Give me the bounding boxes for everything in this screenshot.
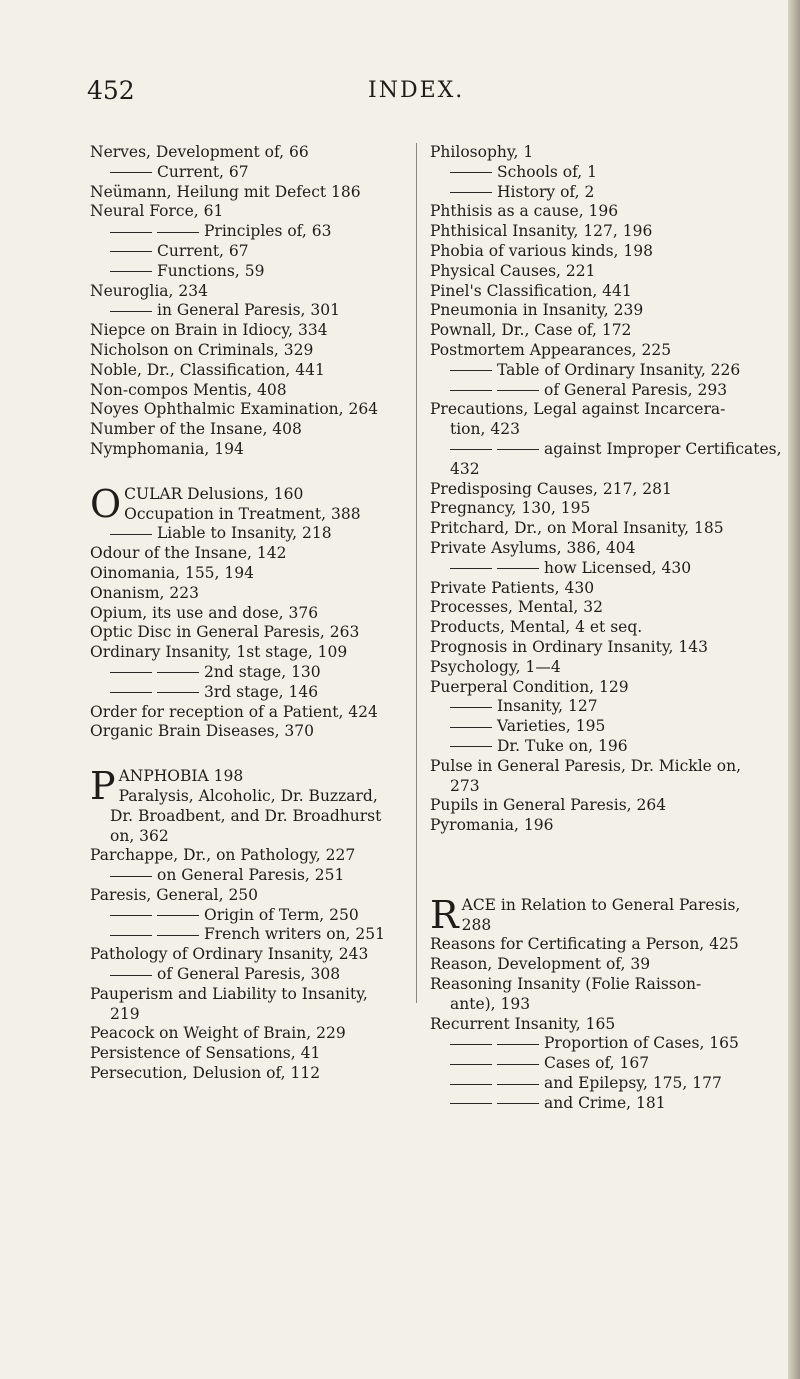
entry-text: Psychology, 1—4 bbox=[430, 657, 561, 676]
entry-text: Pownall, Dr., Case of, 172 bbox=[430, 321, 632, 340]
entry-text: Number of the Insane, 408 bbox=[90, 420, 302, 439]
index-entry bbox=[90, 524, 408, 544]
section-gap bbox=[430, 836, 780, 896]
entry-text: Neuroglia, 234 bbox=[90, 281, 208, 300]
index-entry bbox=[430, 460, 780, 480]
entry-text: Current, 67 bbox=[157, 162, 249, 181]
entry-text: CULAR Delusions, 160 bbox=[124, 484, 304, 503]
ditto-dash bbox=[110, 692, 152, 693]
entry-text: 288 bbox=[461, 915, 492, 934]
index-entry bbox=[430, 995, 780, 1015]
entry-text: on General Paresis, 251 bbox=[157, 866, 345, 885]
ditto-dash bbox=[110, 975, 152, 976]
index-entry bbox=[90, 866, 408, 886]
ditto-dash bbox=[450, 1103, 492, 1104]
entry-text: Reasons for Certificating a Person, 425 bbox=[430, 935, 739, 954]
ditto-dash bbox=[450, 192, 492, 193]
index-entry bbox=[90, 202, 408, 222]
index-entry bbox=[90, 242, 408, 262]
entry-text: ante), 193 bbox=[450, 994, 531, 1013]
entry-text: of General Paresis, 293 bbox=[544, 380, 728, 399]
index-entry bbox=[430, 777, 780, 797]
index-entry bbox=[90, 564, 408, 584]
index-entry bbox=[90, 722, 408, 742]
index-entry bbox=[90, 623, 408, 643]
entry-text: Order for reception of a Patient, 424 bbox=[90, 702, 378, 721]
ditto-dash bbox=[497, 1103, 539, 1104]
entry-text: Neümann, Heilung mit Defect 186 bbox=[90, 182, 361, 201]
index-entry bbox=[430, 440, 780, 460]
entry-text: Ordinary Insanity, 1st stage, 109 bbox=[90, 643, 348, 662]
entry-text: Paresis, General, 250 bbox=[90, 885, 259, 904]
entry-text: Pulse in General Paresis, Dr. Mickle on, bbox=[430, 756, 741, 775]
index-entry bbox=[430, 420, 780, 440]
index-entry bbox=[430, 282, 780, 302]
index-entry bbox=[430, 1094, 780, 1114]
index-entry bbox=[90, 683, 408, 703]
index-entry bbox=[430, 222, 780, 242]
index-entry bbox=[430, 658, 780, 678]
ditto-dash bbox=[450, 1064, 492, 1065]
entry-text: on, 362 bbox=[110, 826, 169, 845]
ditto-dash bbox=[450, 746, 492, 747]
entry-text: Phobia of various kinds, 198 bbox=[430, 241, 653, 260]
entry-text: Paralysis, Alcoholic, Dr. Buzzard, bbox=[118, 786, 378, 805]
index-entry bbox=[430, 183, 780, 203]
entry-text: tion, 423 bbox=[450, 420, 520, 439]
ditto-dash bbox=[157, 935, 199, 936]
entry-text: Puerperal Condition, 129 bbox=[430, 677, 629, 696]
entry-text: Noyes Ophthalmic Examination, 264 bbox=[90, 400, 379, 419]
index-entry bbox=[90, 1044, 408, 1064]
entry-text: Oinomania, 155, 194 bbox=[90, 563, 254, 582]
page-number: 452 bbox=[87, 76, 135, 105]
index-entry bbox=[90, 827, 408, 847]
entry-text: Functions, 59 bbox=[157, 261, 265, 280]
entry-text: Private Patients, 430 bbox=[430, 578, 595, 597]
entry-text: Origin of Term, 250 bbox=[204, 905, 359, 924]
ditto-dash bbox=[110, 876, 152, 877]
entry-text: Current, 67 bbox=[157, 241, 249, 260]
index-entry bbox=[430, 499, 780, 519]
index-column-right bbox=[430, 143, 780, 1114]
entry-text: Nicholson on Criminals, 329 bbox=[90, 340, 314, 359]
entry-text: Organic Brain Diseases, 370 bbox=[90, 722, 315, 741]
ditto-dash bbox=[497, 390, 539, 391]
entry-text: Pathology of Ordinary Insanity, 243 bbox=[90, 945, 369, 964]
index-entry bbox=[430, 678, 780, 698]
index-entry bbox=[430, 400, 780, 420]
entry-text: History of, 2 bbox=[497, 182, 595, 201]
entry-text: French writers on, 251 bbox=[204, 925, 385, 944]
ditto-dash bbox=[450, 707, 492, 708]
entry-text: 2nd stage, 130 bbox=[204, 662, 321, 681]
index-entry bbox=[430, 539, 780, 559]
entry-text: Varieties, 195 bbox=[497, 717, 606, 736]
drop-cap-letter: O bbox=[90, 481, 122, 526]
index-entry bbox=[90, 282, 408, 302]
ditto-dash bbox=[450, 390, 492, 391]
entry-text: Prognosis in Ordinary Insanity, 143 bbox=[430, 637, 708, 656]
index-entry bbox=[430, 757, 780, 777]
index-entry bbox=[90, 1064, 408, 1084]
index-column-left bbox=[90, 143, 408, 1084]
index-entry bbox=[90, 703, 408, 723]
ditto-dash bbox=[497, 1084, 539, 1085]
page-header bbox=[0, 76, 800, 116]
page-edge bbox=[788, 0, 800, 1379]
entry-text: Products, Mental, 4 et seq. bbox=[430, 618, 643, 637]
entry-text: and Crime, 181 bbox=[544, 1093, 666, 1112]
entry-text: Pinel's Classification, 441 bbox=[430, 281, 632, 300]
entry-text: Pyromania, 196 bbox=[430, 816, 554, 835]
entry-text: 3rd stage, 146 bbox=[204, 682, 319, 701]
index-entry bbox=[90, 846, 408, 866]
entry-text: Pneumonia in Insanity, 239 bbox=[430, 301, 644, 320]
entry-text: ACE in Relation to General Paresis, bbox=[461, 895, 741, 914]
index-entry bbox=[430, 737, 780, 757]
entry-text: Pupils in General Paresis, 264 bbox=[430, 796, 667, 815]
index-entry bbox=[90, 143, 408, 163]
entry-text: Reasoning Insanity (Folie Raisson- bbox=[430, 975, 702, 994]
index-entry bbox=[90, 505, 408, 525]
entry-text: Opium, its use and dose, 376 bbox=[90, 603, 319, 622]
ditto-dash bbox=[450, 727, 492, 728]
index-entry bbox=[430, 341, 780, 361]
ditto-dash bbox=[497, 1064, 539, 1065]
running-head: INDEX. bbox=[368, 78, 465, 103]
index-entry bbox=[430, 262, 780, 282]
column-divider bbox=[416, 143, 417, 1003]
entry-text: Odour of the Insane, 142 bbox=[90, 544, 287, 563]
entry-text: Philosophy, 1 bbox=[430, 143, 534, 161]
index-entry bbox=[430, 301, 780, 321]
entry-text: Optic Disc in General Paresis, 263 bbox=[90, 623, 360, 642]
index-entry bbox=[430, 1074, 780, 1094]
index-entry bbox=[430, 935, 780, 955]
ditto-dash bbox=[497, 1044, 539, 1045]
ditto-dash bbox=[110, 935, 152, 936]
entry-text: Noble, Dr., Classification, 441 bbox=[90, 360, 325, 379]
index-entry bbox=[430, 717, 780, 737]
entry-text: Non-compos Mentis, 408 bbox=[90, 380, 287, 399]
index-entry bbox=[430, 361, 780, 381]
index-entry bbox=[90, 301, 408, 321]
index-entry bbox=[90, 965, 408, 985]
entry-text: Persecution, Delusion of, 112 bbox=[90, 1064, 321, 1083]
ditto-dash bbox=[110, 915, 152, 916]
index-entry bbox=[430, 579, 780, 599]
ditto-dash bbox=[110, 672, 152, 673]
index-entry bbox=[430, 975, 780, 995]
ditto-dash bbox=[450, 1044, 492, 1045]
entry-text: how Licensed, 430 bbox=[544, 558, 692, 577]
index-entry bbox=[90, 183, 408, 203]
entry-text: 432 bbox=[450, 459, 480, 478]
entry-text: of General Paresis, 308 bbox=[157, 965, 341, 984]
index-entry bbox=[90, 584, 408, 604]
index-entry bbox=[90, 361, 408, 381]
index-entry bbox=[90, 663, 408, 683]
section-gap bbox=[90, 460, 408, 485]
index-entry bbox=[90, 163, 408, 183]
entry-text: Recurrent Insanity, 165 bbox=[430, 1014, 616, 1033]
ditto-dash bbox=[110, 271, 152, 272]
ditto-dash bbox=[110, 232, 152, 233]
entry-text: Private Asylums, 386, 404 bbox=[430, 538, 636, 557]
ditto-dash bbox=[497, 568, 539, 569]
index-entry bbox=[90, 807, 408, 827]
entry-text: ANPHOBIA 198 bbox=[118, 767, 244, 786]
entry-text: Liable to Insanity, 218 bbox=[157, 524, 332, 543]
entry-text: Niepce on Brain in Idiocy, 334 bbox=[90, 321, 328, 340]
index-entry bbox=[90, 400, 408, 420]
index-entry bbox=[90, 1024, 408, 1044]
ditto-dash bbox=[450, 370, 492, 371]
entry-text: 273 bbox=[450, 776, 480, 795]
entry-text: Reason, Development of, 39 bbox=[430, 955, 651, 974]
ditto-dash bbox=[110, 251, 152, 252]
index-entry bbox=[430, 143, 780, 163]
entry-text: Dr. Broadbent, and Dr. Broadhurst bbox=[110, 806, 382, 825]
index-entry bbox=[90, 440, 408, 460]
index-entry bbox=[430, 321, 780, 341]
index-entry bbox=[430, 1034, 780, 1054]
ditto-dash bbox=[110, 311, 152, 312]
index-entry bbox=[430, 618, 780, 638]
index-entry bbox=[430, 480, 780, 500]
index-entry bbox=[90, 1005, 408, 1025]
entry-text: Neural Force, 61 bbox=[90, 202, 224, 221]
entry-text: Pregnancy, 130, 195 bbox=[430, 499, 591, 518]
index-entry bbox=[90, 906, 408, 926]
entry-text: Nymphomania, 194 bbox=[90, 439, 244, 458]
ditto-dash bbox=[110, 172, 152, 173]
entry-text: Postmortem Appearances, 225 bbox=[430, 340, 672, 359]
ditto-dash bbox=[450, 1084, 492, 1085]
index-entry bbox=[90, 341, 408, 361]
entry-text: Processes, Mental, 32 bbox=[430, 598, 603, 617]
index-entry bbox=[90, 420, 408, 440]
entry-text: Physical Causes, 221 bbox=[430, 261, 596, 280]
ditto-dash bbox=[450, 568, 492, 569]
entry-text: Predisposing Causes, 217, 281 bbox=[430, 479, 672, 498]
entry-text: in General Paresis, 301 bbox=[157, 301, 340, 320]
entry-text: and Epilepsy, 175, 177 bbox=[544, 1074, 722, 1093]
entry-text: Principles of, 63 bbox=[204, 222, 332, 241]
entry-text: Occupation in Treatment, 388 bbox=[124, 504, 361, 523]
index-entry bbox=[430, 697, 780, 717]
section-gap bbox=[90, 742, 408, 767]
ditto-dash bbox=[157, 672, 199, 673]
entry-text: Schools of, 1 bbox=[497, 162, 598, 181]
entry-text: against Improper Certificates, bbox=[544, 439, 782, 458]
ditto-dash bbox=[450, 449, 492, 450]
index-entry bbox=[430, 559, 780, 579]
entry-text: Insanity, 127 bbox=[497, 697, 598, 716]
index-entry bbox=[430, 519, 780, 539]
index-entry bbox=[430, 1015, 780, 1035]
entry-text: Pauperism and Liability to Insanity, bbox=[90, 984, 368, 1003]
ditto-dash bbox=[157, 232, 199, 233]
ditto-dash bbox=[157, 692, 199, 693]
index-entry bbox=[90, 985, 408, 1005]
index-entry bbox=[90, 643, 408, 663]
index-entry bbox=[430, 163, 780, 183]
drop-cap-letter: R bbox=[430, 892, 459, 937]
entry-text: 219 bbox=[110, 1004, 140, 1023]
index-entry bbox=[90, 604, 408, 624]
ditto-dash bbox=[157, 915, 199, 916]
entry-text: Pritchard, Dr., on Moral Insanity, 185 bbox=[430, 519, 724, 538]
index-entry bbox=[430, 202, 780, 222]
drop-cap-letter: P bbox=[90, 764, 116, 809]
index-entry bbox=[430, 816, 780, 836]
entry-text: Table of Ordinary Insanity, 226 bbox=[497, 360, 741, 379]
index-entry bbox=[90, 544, 408, 564]
index-entry bbox=[430, 381, 780, 401]
index-entry bbox=[430, 598, 780, 618]
index-entry bbox=[430, 955, 780, 975]
index-entry bbox=[430, 242, 780, 262]
index-entry bbox=[90, 945, 408, 965]
ditto-dash bbox=[110, 534, 152, 535]
index-entry bbox=[90, 222, 408, 242]
index-entry bbox=[90, 381, 408, 401]
entry-text: Nerves, Development of, 66 bbox=[90, 143, 309, 161]
index-entry bbox=[430, 1054, 780, 1074]
index-entry bbox=[430, 638, 780, 658]
entry-text: Phthisical Insanity, 127, 196 bbox=[430, 222, 653, 241]
index-entry bbox=[90, 886, 408, 906]
entry-text: Proportion of Cases, 165 bbox=[544, 1034, 739, 1053]
entry-text: Precautions, Legal against Incarcera- bbox=[430, 400, 726, 419]
entry-text: Persistence of Sensations, 41 bbox=[90, 1044, 321, 1063]
index-entry bbox=[90, 262, 408, 282]
entry-text: Cases of, 167 bbox=[544, 1054, 650, 1073]
entry-text: Dr. Tuke on, 196 bbox=[497, 736, 628, 755]
index-entry bbox=[90, 787, 408, 807]
entry-text: Onanism, 223 bbox=[90, 583, 199, 602]
entry-text: Peacock on Weight of Brain, 229 bbox=[90, 1024, 346, 1043]
index-entry bbox=[90, 925, 408, 945]
entry-text: Phthisis as a cause, 196 bbox=[430, 202, 619, 221]
ditto-dash bbox=[497, 449, 539, 450]
index-entry bbox=[90, 321, 408, 341]
ditto-dash bbox=[450, 172, 492, 173]
index-entry bbox=[430, 796, 780, 816]
entry-text: Parchappe, Dr., on Pathology, 227 bbox=[90, 846, 356, 865]
index-entry bbox=[430, 916, 780, 936]
